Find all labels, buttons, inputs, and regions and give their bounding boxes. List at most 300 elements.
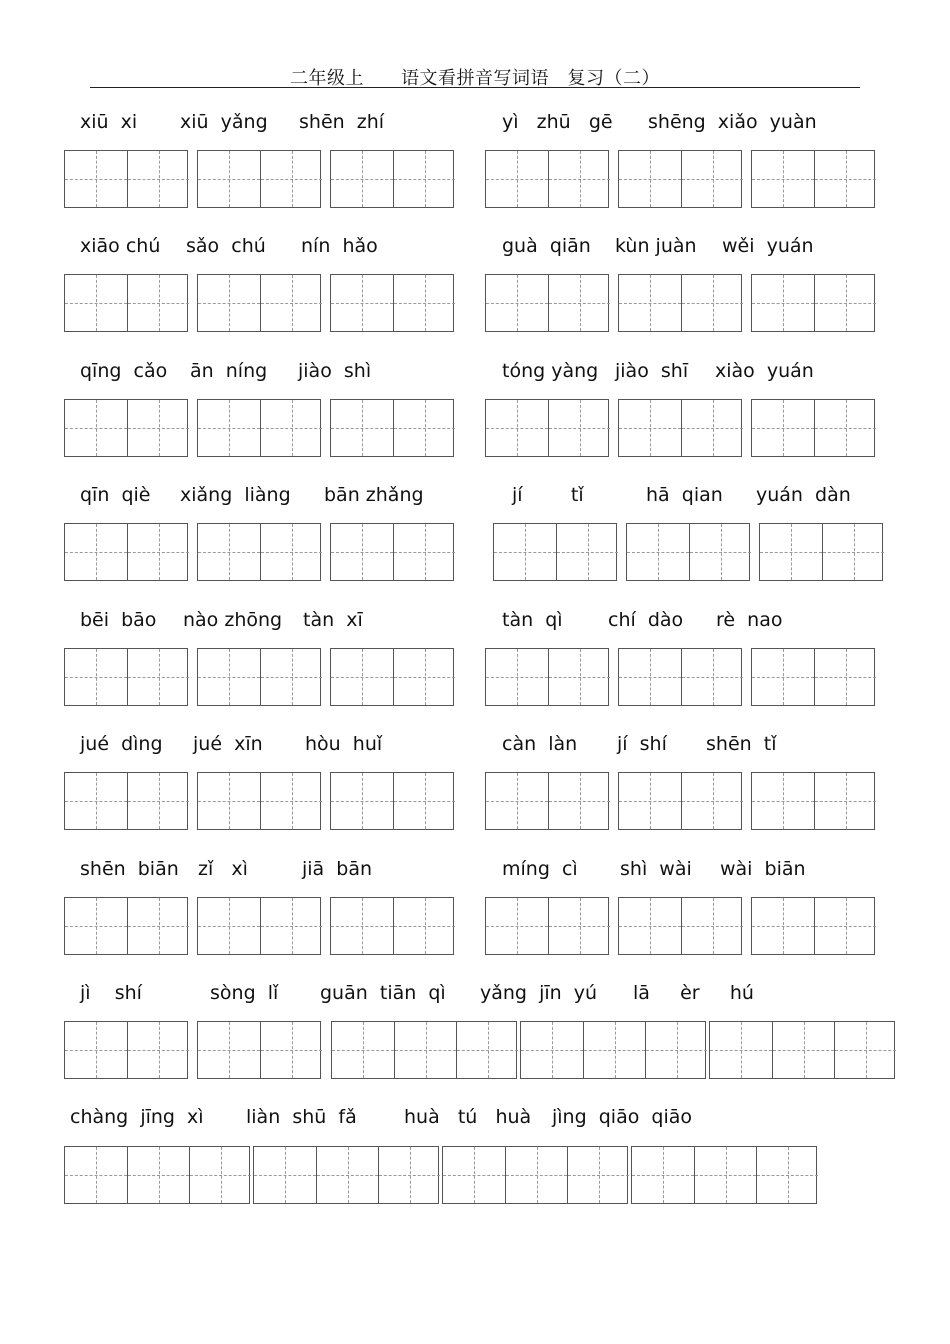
pinyin-label: shēng xiǎo yuàn	[648, 111, 817, 133]
writing-grid[interactable]	[618, 274, 742, 332]
cell-guide-horizontal	[394, 552, 455, 553]
tianzige-cell[interactable]	[260, 275, 322, 331]
cell-guide-horizontal	[815, 303, 876, 304]
pinyin-label: míng cì	[502, 858, 578, 880]
pinyin-label: bēi bāo	[80, 609, 157, 631]
writing-grid[interactable]	[442, 1146, 628, 1204]
pinyin-label: jìng qiāo qiāo	[552, 1106, 693, 1128]
pinyin-label: jí shí	[617, 733, 667, 755]
tianzige-cell[interactable]	[65, 898, 127, 954]
pinyin-label: zǐ xì	[198, 858, 248, 880]
tianzige-cell[interactable]	[260, 1022, 322, 1078]
writing-grid[interactable]	[751, 897, 875, 955]
writing-grid[interactable]	[64, 1146, 250, 1204]
pinyin-label: yǎng jīn yú	[480, 982, 598, 1004]
pinyin-label: yuán dàn	[756, 484, 851, 506]
tianzige-cell[interactable]	[393, 898, 455, 954]
tianzige-cell[interactable]	[198, 275, 260, 331]
tianzige-cell[interactable]	[681, 400, 743, 456]
cell-guide-horizontal	[568, 1175, 629, 1176]
cell-guide-horizontal	[486, 677, 548, 678]
pinyin-label: càn làn	[502, 733, 578, 755]
cell-guide-horizontal	[549, 179, 610, 180]
writing-grid[interactable]	[485, 648, 609, 706]
tianzige-cell[interactable]	[710, 1022, 772, 1078]
writing-grid[interactable]	[751, 150, 875, 208]
tianzige-cell[interactable]	[619, 151, 681, 207]
tianzige-cell[interactable]	[752, 649, 814, 705]
cell-guide-horizontal	[332, 1050, 394, 1051]
writing-grid[interactable]	[520, 1021, 706, 1079]
cell-guide-horizontal	[65, 552, 127, 553]
cell-guide-horizontal	[261, 179, 322, 180]
pinyin-label: xiū xi	[80, 111, 138, 133]
cell-guide-horizontal	[494, 552, 556, 553]
cell-guide-horizontal	[752, 428, 814, 429]
tianzige-cell[interactable]	[521, 1022, 583, 1078]
writing-grid[interactable]	[751, 772, 875, 830]
tianzige-cell[interactable]	[127, 1022, 189, 1078]
tianzige-cell[interactable]	[393, 400, 455, 456]
cell-guide-horizontal	[198, 801, 260, 802]
cell-guide-horizontal	[486, 926, 548, 927]
cell-guide-horizontal	[128, 179, 189, 180]
tianzige-cell[interactable]	[331, 275, 393, 331]
cell-guide-horizontal	[128, 926, 189, 927]
writing-grid[interactable]	[64, 274, 188, 332]
writing-grid[interactable]	[618, 897, 742, 955]
tianzige-cell[interactable]	[619, 773, 681, 829]
tianzige-cell[interactable]	[443, 1147, 505, 1203]
writing-grid[interactable]	[759, 523, 883, 581]
cell-guide-horizontal	[65, 677, 127, 678]
tianzige-cell[interactable]	[772, 1022, 834, 1078]
pinyin-label: xiū yǎng	[180, 111, 268, 133]
cell-guide-horizontal	[752, 801, 814, 802]
tianzige-cell[interactable]	[332, 1022, 394, 1078]
cell-guide-horizontal	[65, 801, 127, 802]
writing-grid[interactable]	[64, 772, 188, 830]
pinyin-label: tóng yàng	[502, 360, 599, 382]
tianzige-cell[interactable]	[260, 151, 322, 207]
pinyin-label: wài biān	[720, 858, 806, 880]
tianzige-cell[interactable]	[189, 1147, 251, 1203]
tianzige-cell[interactable]	[378, 1147, 440, 1203]
cell-guide-horizontal	[394, 428, 455, 429]
cell-guide-horizontal	[486, 428, 548, 429]
tianzige-cell[interactable]	[752, 773, 814, 829]
tianzige-cell[interactable]	[260, 898, 322, 954]
writing-grid[interactable]	[485, 772, 609, 830]
tianzige-cell[interactable]	[393, 275, 455, 331]
writing-grid[interactable]	[253, 1146, 439, 1204]
tianzige-cell[interactable]	[814, 400, 876, 456]
pinyin-label: xiǎng liàng	[180, 484, 291, 506]
cell-guide-horizontal	[394, 179, 455, 180]
tianzige-cell[interactable]	[548, 151, 610, 207]
tianzige-cell[interactable]	[331, 898, 393, 954]
cell-guide-horizontal	[815, 801, 876, 802]
cell-guide-horizontal	[760, 552, 822, 553]
pinyin-label: nín hǎo	[301, 235, 378, 257]
tianzige-cell[interactable]	[127, 275, 189, 331]
pinyin-label: rè nao	[716, 609, 783, 631]
writing-grid[interactable]	[197, 274, 321, 332]
tianzige-cell[interactable]	[254, 1147, 316, 1203]
cell-guide-horizontal	[254, 1175, 316, 1176]
cell-guide-horizontal	[65, 179, 127, 180]
pinyin-label: chí dào	[608, 609, 684, 631]
tianzige-cell[interactable]	[198, 649, 260, 705]
writing-grid[interactable]	[330, 772, 454, 830]
tianzige-cell[interactable]	[681, 151, 743, 207]
tianzige-cell[interactable]	[127, 649, 189, 705]
cell-guide-horizontal	[815, 428, 876, 429]
tianzige-cell[interactable]	[456, 1022, 518, 1078]
tianzige-cell[interactable]	[198, 524, 260, 580]
tianzige-cell[interactable]	[632, 1147, 694, 1203]
cell-guide-horizontal	[128, 428, 189, 429]
tianzige-cell[interactable]	[486, 649, 548, 705]
tianzige-cell[interactable]	[556, 524, 618, 580]
tianzige-cell[interactable]	[619, 649, 681, 705]
writing-grid[interactable]	[493, 523, 617, 581]
tianzige-cell[interactable]	[486, 773, 548, 829]
cell-guide-horizontal	[198, 303, 260, 304]
writing-grid[interactable]	[64, 648, 188, 706]
tianzige-cell[interactable]	[198, 151, 260, 207]
tianzige-cell[interactable]	[752, 898, 814, 954]
writing-grid[interactable]	[64, 523, 188, 581]
pinyin-label: sǎo chú	[186, 235, 266, 257]
cell-guide-horizontal	[190, 1175, 251, 1176]
cell-guide-horizontal	[619, 926, 681, 927]
tianzige-cell[interactable]	[752, 400, 814, 456]
tianzige-cell[interactable]	[548, 649, 610, 705]
writing-grid[interactable]	[64, 399, 188, 457]
cell-guide-horizontal	[815, 926, 876, 927]
cell-guide-horizontal	[752, 926, 814, 927]
cell-guide-horizontal	[128, 1050, 189, 1051]
tianzige-cell[interactable]	[822, 524, 884, 580]
writing-grid[interactable]	[485, 897, 609, 955]
cell-guide-horizontal	[549, 926, 610, 927]
cell-guide-horizontal	[682, 428, 743, 429]
cell-guide-horizontal	[331, 179, 393, 180]
pinyin-label: jué xīn	[193, 733, 263, 755]
cell-guide-horizontal	[690, 552, 751, 553]
writing-grid[interactable]	[751, 274, 875, 332]
tianzige-cell[interactable]	[619, 898, 681, 954]
cell-guide-horizontal	[506, 1175, 567, 1176]
cell-guide-horizontal	[443, 1175, 505, 1176]
tianzige-cell[interactable]	[198, 400, 260, 456]
pinyin-label: ān níng	[190, 360, 268, 382]
tianzige-cell[interactable]	[548, 275, 610, 331]
writing-grid[interactable]	[485, 150, 609, 208]
tianzige-cell[interactable]	[548, 773, 610, 829]
writing-grid[interactable]	[751, 648, 875, 706]
tianzige-cell[interactable]	[548, 898, 610, 954]
pinyin-label: shēn tǐ	[706, 733, 777, 755]
cell-guide-horizontal	[619, 179, 681, 180]
cell-guide-horizontal	[632, 1175, 694, 1176]
cell-guide-horizontal	[549, 303, 610, 304]
tianzige-cell[interactable]	[65, 773, 127, 829]
cell-guide-horizontal	[682, 303, 743, 304]
tianzige-cell[interactable]	[65, 1147, 127, 1203]
tianzige-cell[interactable]	[331, 649, 393, 705]
pinyin-label: shēn biān	[80, 858, 179, 880]
tianzige-cell[interactable]	[331, 524, 393, 580]
pinyin-label: yì zhū gē	[502, 111, 613, 133]
writing-grid[interactable]	[485, 399, 609, 457]
writing-grid[interactable]	[64, 1021, 188, 1079]
pinyin-label: jí tǐ	[512, 484, 584, 506]
writing-grid[interactable]	[64, 150, 188, 208]
cell-guide-horizontal	[549, 677, 610, 678]
writing-grid[interactable]	[197, 150, 321, 208]
cell-guide-horizontal	[486, 801, 548, 802]
writing-grid[interactable]	[330, 399, 454, 457]
writing-grid[interactable]	[618, 772, 742, 830]
tianzige-cell[interactable]	[681, 649, 743, 705]
cell-guide-horizontal	[128, 303, 189, 304]
tianzige-cell[interactable]	[393, 773, 455, 829]
tianzige-cell[interactable]	[260, 400, 322, 456]
cell-guide-horizontal	[682, 926, 743, 927]
pinyin-label: chàng jīng xì	[70, 1106, 204, 1128]
pinyin-label: liàn shū fǎ	[246, 1106, 357, 1128]
tianzige-cell[interactable]	[127, 1147, 189, 1203]
cell-guide-horizontal	[331, 303, 393, 304]
writing-grid[interactable]	[631, 1146, 817, 1204]
cell-guide-horizontal	[486, 303, 548, 304]
pinyin-label: xiāo chú	[80, 235, 161, 257]
pinyin-label: sòng lǐ	[210, 982, 279, 1004]
tianzige-cell[interactable]	[645, 1022, 707, 1078]
tianzige-cell[interactable]	[65, 1022, 127, 1078]
tianzige-cell[interactable]	[619, 400, 681, 456]
cell-guide-horizontal	[128, 677, 189, 678]
writing-grid[interactable]	[626, 523, 750, 581]
tianzige-cell[interactable]	[814, 151, 876, 207]
cell-guide-horizontal	[835, 1050, 896, 1051]
writing-grid[interactable]	[197, 523, 321, 581]
tianzige-cell[interactable]	[760, 524, 822, 580]
tianzige-cell[interactable]	[394, 1022, 456, 1078]
tianzige-cell[interactable]	[486, 400, 548, 456]
cell-guide-horizontal	[627, 552, 689, 553]
cell-guide-horizontal	[331, 926, 393, 927]
tianzige-cell[interactable]	[567, 1147, 629, 1203]
tianzige-cell[interactable]	[127, 524, 189, 580]
cell-guide-horizontal	[815, 677, 876, 678]
pinyin-label: tàn qì	[502, 609, 563, 631]
writing-grid[interactable]	[330, 648, 454, 706]
pinyin-label: tàn xī	[303, 609, 363, 631]
cell-guide-horizontal	[198, 179, 260, 180]
writing-grid[interactable]	[485, 274, 609, 332]
writing-grid[interactable]	[331, 1021, 517, 1079]
tianzige-cell[interactable]	[814, 773, 876, 829]
cell-guide-horizontal	[331, 677, 393, 678]
cell-guide-horizontal	[65, 428, 127, 429]
cell-guide-horizontal	[752, 677, 814, 678]
pinyin-label: qīng cǎo	[80, 360, 168, 382]
tianzige-cell[interactable]	[331, 773, 393, 829]
cell-guide-horizontal	[486, 179, 548, 180]
tianzige-cell[interactable]	[331, 400, 393, 456]
tianzige-cell[interactable]	[494, 524, 556, 580]
cell-guide-horizontal	[198, 677, 260, 678]
tianzige-cell[interactable]	[752, 151, 814, 207]
cell-guide-horizontal	[65, 303, 127, 304]
writing-grid[interactable]	[64, 897, 188, 955]
tianzige-cell[interactable]	[260, 524, 322, 580]
tianzige-cell[interactable]	[127, 898, 189, 954]
tianzige-cell[interactable]	[694, 1147, 756, 1203]
tianzige-cell[interactable]	[260, 649, 322, 705]
writing-grid[interactable]	[330, 274, 454, 332]
cell-guide-horizontal	[395, 1050, 456, 1051]
pinyin-label: bān zhǎng	[324, 484, 424, 506]
tianzige-cell[interactable]	[198, 898, 260, 954]
tianzige-cell[interactable]	[814, 649, 876, 705]
pinyin-label: wěi yuán	[722, 235, 814, 257]
pinyin-label: xiào yuán	[715, 360, 814, 382]
cell-guide-horizontal	[261, 552, 322, 553]
cell-guide-horizontal	[757, 1175, 818, 1176]
tianzige-cell[interactable]	[583, 1022, 645, 1078]
pinyin-label: qīn qiè	[80, 484, 151, 506]
cell-guide-horizontal	[682, 179, 743, 180]
pinyin-label: jì shí	[80, 982, 142, 1004]
tianzige-cell[interactable]	[260, 773, 322, 829]
cell-guide-horizontal	[584, 1050, 645, 1051]
cell-guide-horizontal	[128, 552, 189, 553]
cell-guide-horizontal	[65, 1175, 127, 1176]
cell-guide-horizontal	[394, 677, 455, 678]
writing-grid[interactable]	[330, 897, 454, 955]
cell-guide-horizontal	[261, 801, 322, 802]
writing-grid[interactable]	[751, 399, 875, 457]
tianzige-cell[interactable]	[756, 1147, 818, 1203]
pinyin-label: kùn juàn	[615, 235, 697, 257]
tianzige-cell[interactable]	[689, 524, 751, 580]
cell-guide-horizontal	[394, 801, 455, 802]
pinyin-label: nào zhōng	[183, 609, 283, 631]
tianzige-cell[interactable]	[198, 773, 260, 829]
tianzige-cell[interactable]	[127, 773, 189, 829]
cell-guide-horizontal	[557, 552, 618, 553]
writing-grid[interactable]	[618, 150, 742, 208]
tianzige-cell[interactable]	[393, 524, 455, 580]
tianzige-cell[interactable]	[548, 400, 610, 456]
cell-guide-horizontal	[710, 1050, 772, 1051]
tianzige-cell[interactable]	[393, 649, 455, 705]
cell-guide-horizontal	[331, 552, 393, 553]
writing-grid[interactable]	[197, 772, 321, 830]
tianzige-cell[interactable]	[681, 275, 743, 331]
cell-guide-horizontal	[521, 1050, 583, 1051]
pinyin-label: guān tiān qì	[320, 982, 446, 1004]
tianzige-cell[interactable]	[127, 400, 189, 456]
tianzige-cell[interactable]	[127, 151, 189, 207]
writing-grid[interactable]	[709, 1021, 895, 1079]
title-underline	[90, 87, 860, 88]
pinyin-label: lā èr hú	[633, 982, 754, 1004]
cell-guide-horizontal	[128, 801, 189, 802]
cell-guide-horizontal	[619, 303, 681, 304]
cell-guide-horizontal	[379, 1175, 440, 1176]
tianzige-cell[interactable]	[681, 773, 743, 829]
cell-guide-horizontal	[549, 428, 610, 429]
tianzige-cell[interactable]	[486, 275, 548, 331]
page-title: 二年级上 语文看拼音写词语 复习（二）	[290, 68, 660, 89]
pinyin-label: huà tú huà	[404, 1106, 532, 1128]
cell-guide-horizontal	[646, 1050, 707, 1051]
writing-grid[interactable]	[330, 523, 454, 581]
cell-guide-horizontal	[128, 1175, 189, 1176]
tianzige-cell[interactable]	[65, 151, 127, 207]
writing-grid[interactable]	[618, 648, 742, 706]
cell-guide-horizontal	[549, 801, 610, 802]
cell-guide-horizontal	[815, 179, 876, 180]
tianzige-cell[interactable]	[65, 275, 127, 331]
writing-grid[interactable]	[330, 150, 454, 208]
tianzige-cell[interactable]	[486, 151, 548, 207]
writing-grid[interactable]	[197, 399, 321, 457]
cell-guide-horizontal	[261, 1050, 322, 1051]
writing-grid[interactable]	[197, 1021, 321, 1079]
tianzige-cell[interactable]	[65, 400, 127, 456]
tianzige-cell[interactable]	[486, 898, 548, 954]
writing-grid[interactable]	[197, 648, 321, 706]
tianzige-cell[interactable]	[834, 1022, 896, 1078]
tianzige-cell[interactable]	[681, 898, 743, 954]
cell-guide-horizontal	[619, 801, 681, 802]
cell-guide-horizontal	[261, 303, 322, 304]
writing-grid[interactable]	[197, 897, 321, 955]
tianzige-cell[interactable]	[505, 1147, 567, 1203]
tianzige-cell[interactable]	[627, 524, 689, 580]
cell-guide-horizontal	[261, 677, 322, 678]
tianzige-cell[interactable]	[198, 1022, 260, 1078]
cell-guide-horizontal	[682, 801, 743, 802]
tianzige-cell[interactable]	[316, 1147, 378, 1203]
tianzige-cell[interactable]	[619, 275, 681, 331]
cell-guide-horizontal	[198, 428, 260, 429]
cell-guide-horizontal	[317, 1175, 378, 1176]
tianzige-cell[interactable]	[814, 275, 876, 331]
tianzige-cell[interactable]	[65, 524, 127, 580]
cell-guide-horizontal	[682, 677, 743, 678]
tianzige-cell[interactable]	[752, 275, 814, 331]
cell-guide-horizontal	[823, 552, 884, 553]
tianzige-cell[interactable]	[814, 898, 876, 954]
pinyin-label: jiào shī	[615, 360, 689, 382]
pinyin-label: hā qian	[646, 484, 723, 506]
cell-guide-horizontal	[331, 428, 393, 429]
cell-guide-horizontal	[619, 677, 681, 678]
tianzige-cell[interactable]	[65, 649, 127, 705]
tianzige-cell[interactable]	[331, 151, 393, 207]
cell-guide-horizontal	[198, 552, 260, 553]
pinyin-label: jiào shì	[298, 360, 372, 382]
tianzige-cell[interactable]	[393, 151, 455, 207]
writing-grid[interactable]	[618, 399, 742, 457]
